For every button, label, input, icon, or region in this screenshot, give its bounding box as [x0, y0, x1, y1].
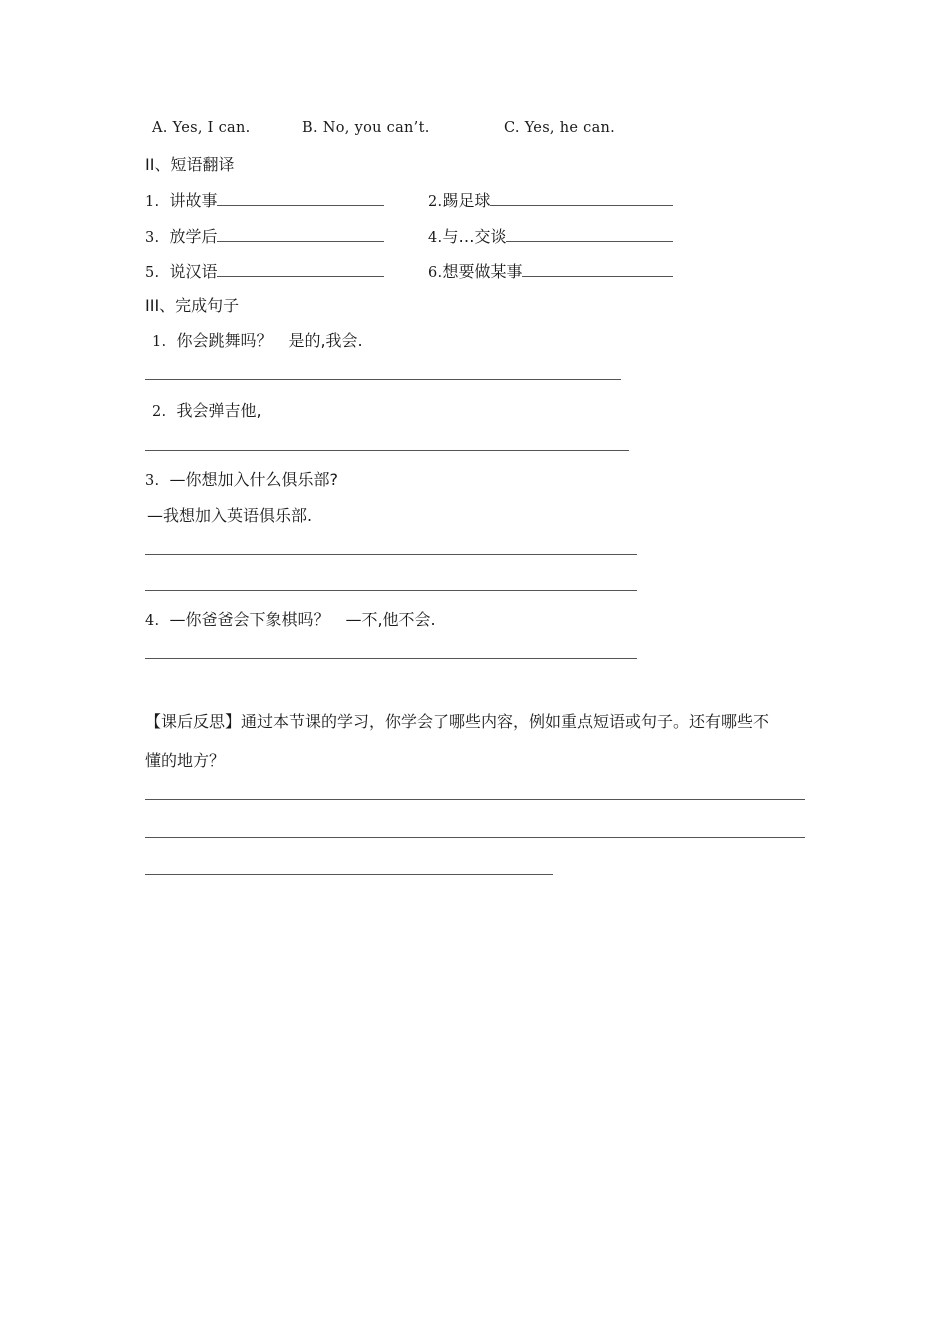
answer-blank[interactable]: [217, 260, 384, 277]
sentence-item: —我想加入英语俱乐部.: [147, 506, 313, 525]
option-b: B. No, you can’t.: [302, 120, 430, 136]
section-2-title: II、短语翻译: [145, 155, 235, 174]
reflection-line[interactable]: [145, 837, 805, 838]
answer-line[interactable]: [145, 450, 629, 451]
sentence-item: 4. —你爸爸会下象棋吗？ —不,他不会.: [145, 610, 436, 629]
answer-blank[interactable]: [217, 189, 384, 206]
answer-line[interactable]: [145, 554, 637, 555]
answer-blank[interactable]: [522, 260, 673, 277]
reflection-line[interactable]: [145, 874, 553, 875]
answer-blank[interactable]: [506, 225, 673, 242]
reflection-text-line-2: 懂的地方？: [145, 751, 226, 770]
phrase-item: 3. 放学后: [145, 224, 384, 247]
answer-blank[interactable]: [490, 189, 673, 206]
answer-line[interactable]: [145, 658, 637, 659]
sentence-item: 1. 你会跳舞吗？ 是的,我会.: [152, 331, 363, 350]
answer-line[interactable]: [145, 590, 637, 591]
phrase-item: 1. 讲故事: [145, 188, 384, 211]
phrase-item: 6.想要做某事: [428, 259, 673, 282]
sentence-item: 3. —你想加入什么俱乐部?: [145, 470, 338, 489]
answer-blank[interactable]: [217, 225, 384, 242]
option-a: A. Yes, I can.: [152, 120, 251, 136]
phrase-item: 2.踢足球: [428, 188, 673, 211]
reflection-text-line-1: 【课后反思】通过本节课的学习，你学会了哪些内容，例如重点短语或句子。还有哪些不: [145, 712, 770, 731]
phrase-item: 5. 说汉语: [145, 259, 384, 282]
sentence-item: 2. 我会弹吉他,: [152, 401, 262, 420]
option-c: C. Yes, he can.: [504, 120, 616, 136]
answer-line[interactable]: [145, 379, 621, 380]
reflection-line[interactable]: [145, 799, 805, 800]
phrase-item: 4.与…交谈: [428, 224, 673, 247]
section-3-title: III、完成句子: [145, 296, 240, 315]
